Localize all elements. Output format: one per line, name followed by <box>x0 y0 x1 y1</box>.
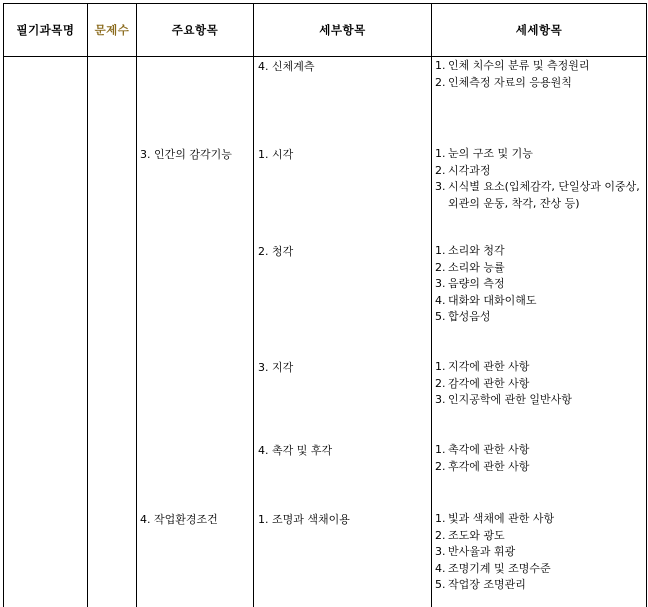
detail-item: 1. 인체 치수의 분류 및 측정원리 <box>435 59 590 72</box>
detail-item: 3. 음량의 측정 <box>435 277 505 290</box>
detail-item: 5. 작업장 조명관리 <box>435 578 526 591</box>
detail-group <box>435 243 645 326</box>
detail-item: 1. 소리와 청각 <box>435 244 505 257</box>
header-sub-item: 세부항목 <box>319 23 366 37</box>
header-subject: 필기과목명 <box>16 23 75 37</box>
header-question-count: 문제수 <box>94 23 130 37</box>
sub-item: 1. 시각 <box>258 148 294 161</box>
detail-item: 1. 지각에 관한 사항 <box>435 360 530 373</box>
detail-item: 5. 합성음성 <box>435 310 491 323</box>
detail-item: 1. 촉각에 관한 사항 <box>435 443 530 456</box>
sub-item: 4. 촉각 및 후각 <box>258 444 333 457</box>
detail-item: 4. 조명기계 및 조명수준 <box>435 561 551 575</box>
detail-item: 2. 조도와 광도 <box>435 528 505 542</box>
table-border-left <box>3 3 4 607</box>
sub-item: 1. 조명과 색채이용 <box>258 513 350 526</box>
detail-group <box>435 146 645 212</box>
detail-item: 2. 시각과정 <box>435 163 491 177</box>
detail-group <box>435 442 645 475</box>
header-detail-item: 세세항목 <box>515 23 563 37</box>
column-divider <box>253 3 254 607</box>
detail-item: 4. 대화와 대화이해도 <box>435 293 537 307</box>
column-divider <box>87 3 88 607</box>
detail-group <box>435 511 645 594</box>
detail-item: 2. 소리와 능률 <box>435 260 505 274</box>
detail-item: 3. 반사율과 휘광 <box>435 545 516 558</box>
column-divider <box>431 3 432 607</box>
sub-item: 4. 신체계측 <box>258 60 315 73</box>
detail-group <box>435 58 645 91</box>
sub-item: 3. 지각 <box>258 361 294 374</box>
sub-item: 2. 청각 <box>258 245 294 258</box>
detail-item: 2. 감각에 관한 사항 <box>435 376 530 390</box>
main-item: 3. 인간의 감각기능 <box>140 148 232 161</box>
column-divider <box>136 3 137 607</box>
detail-group <box>435 359 645 409</box>
detail-item: 2. 후각에 관한 사항 <box>435 459 530 473</box>
header-main-item: 주요항목 <box>171 23 219 37</box>
header-divider <box>3 56 647 57</box>
detail-item: 3. 시식별 요소(입체감각, 단일상과 이중상, 외관의 운동, 착각, 잔상 등) <box>435 180 640 210</box>
table-border-right <box>646 3 647 607</box>
detail-item: 1. 빛과 색채에 관한 사항 <box>435 512 555 525</box>
detail-item: 2. 인체측정 자료의 응용원칙 <box>435 75 572 89</box>
main-item: 4. 작업환경조건 <box>140 513 218 526</box>
detail-item: 1. 눈의 구조 및 기능 <box>435 147 533 160</box>
detail-item: 3. 인지공학에 관한 일반사항 <box>435 393 572 406</box>
